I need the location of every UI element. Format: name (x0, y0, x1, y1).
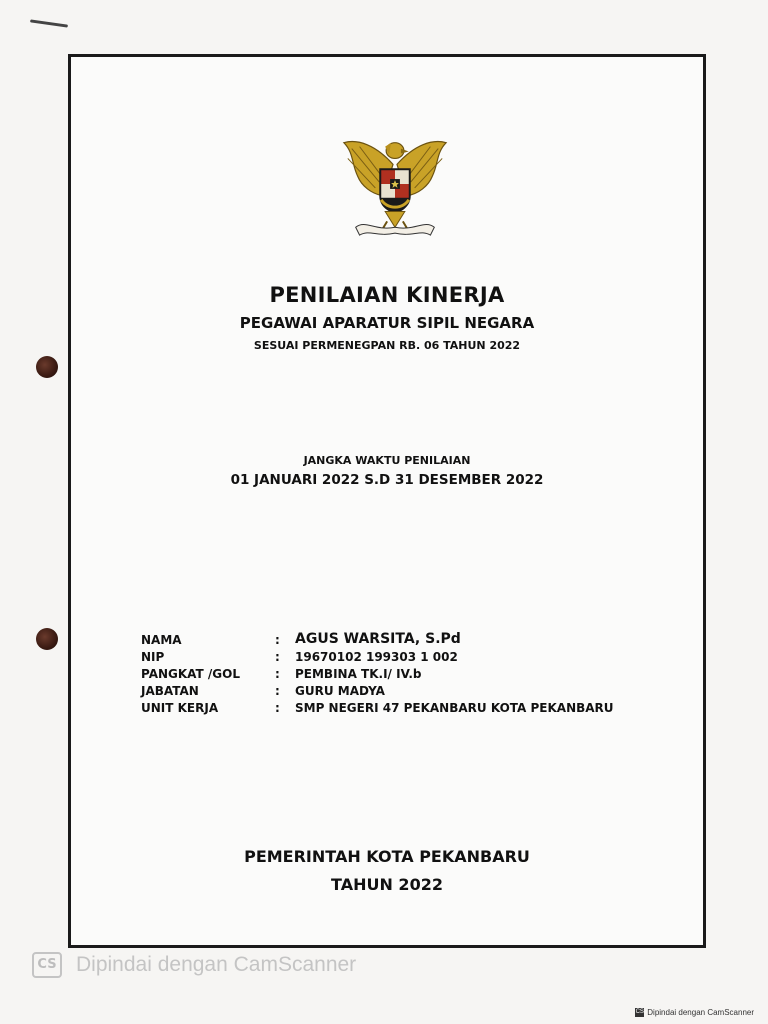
field-colon: : (275, 701, 280, 715)
field-label: NAMA (141, 633, 182, 647)
field-label: JABATAN (141, 684, 199, 698)
issuer-name: PEMERINTAH KOTA PEKANBARU (244, 847, 530, 866)
field-value: PEMBINA TK.I/ IV.b (295, 667, 422, 681)
issuer-year: TAHUN 2022 (331, 875, 443, 894)
punch-hole-top (36, 356, 58, 378)
document-title: PENILAIAN KINERJA (269, 283, 505, 307)
punch-hole-bottom (36, 628, 58, 650)
field-label: PANGKAT /GOL (141, 667, 240, 681)
camscanner-logo-icon: CS (32, 952, 62, 978)
field-value: GURU MADYA (295, 684, 385, 698)
document-subtitle: PEGAWAI APARATUR SIPIL NEGARA (239, 314, 535, 332)
field-row-nip (141, 647, 681, 664)
camscanner-small-text: Dipindai dengan CamScanner (647, 1008, 754, 1017)
field-colon: : (275, 633, 280, 647)
field-label: NIP (141, 650, 165, 664)
document-frame (68, 54, 706, 948)
garuda-emblem-icon (336, 125, 454, 243)
scan-mark (30, 19, 68, 27)
field-colon: : (275, 684, 280, 698)
camscanner-watermark: Dipindai dengan CamScanner (76, 953, 357, 976)
field-row-pangkat (141, 664, 681, 681)
employee-details (141, 627, 681, 715)
regulation-reference: SESUAI PERMENEGPAN RB. 06 TAHUN 2022 (253, 339, 521, 352)
field-colon: : (275, 650, 280, 664)
camscanner-mini-icon: CS (635, 1009, 644, 1016)
field-row-nama (141, 627, 681, 647)
field-colon: : (275, 667, 280, 681)
field-value: AGUS WARSITA, S.Pd (295, 631, 461, 647)
camscanner-small-watermark (635, 1008, 754, 1017)
period-label: JANGKA WAKTU PENILAIAN (303, 454, 471, 467)
period-value: 01 JANUARI 2022 S.D 31 DESEMBER 2022 (230, 472, 544, 488)
field-label: UNIT KERJA (141, 701, 219, 715)
field-row-unit-kerja (141, 698, 681, 715)
field-value: SMP NEGERI 47 PEKANBARU KOTA PEKANBARU (295, 701, 614, 715)
field-value: 19670102 199303 1 002 (295, 650, 458, 664)
field-row-jabatan (141, 681, 681, 698)
